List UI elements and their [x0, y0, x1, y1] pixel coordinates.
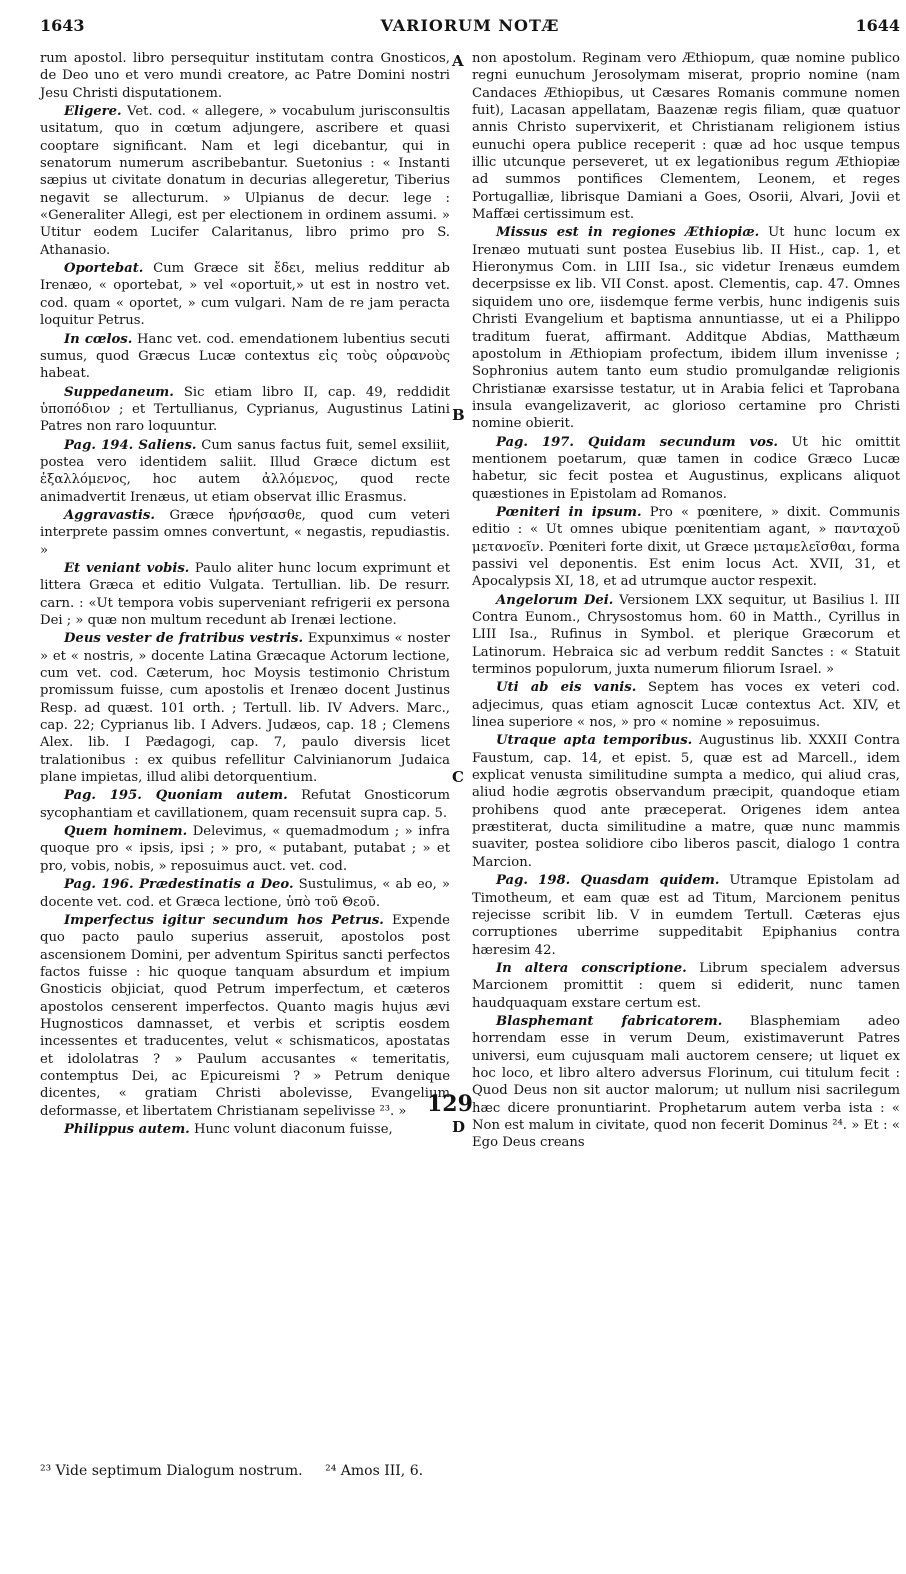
note-lemma: Pag. 194. Saliens.: [64, 437, 197, 453]
note-paragraph: Philippus autem. Hunc volunt diaconum fuisse,: [64, 1121, 393, 1137]
note-lemma: In cœlos.: [64, 331, 133, 347]
page-number-left: 1643: [40, 16, 85, 35]
note-paragraph: Suppedaneum. Sic etiam libro II, cap. 49, reddidit ὑποπόδιον ; et Tertullianus, Cyprianus, Augustinus Latini Patres non raro loquuntur.: [40, 384, 450, 435]
running-title: VARIORUM NOTÆ: [380, 16, 560, 35]
note-lemma: Pag. 196. Prædestinatis a Deo.: [64, 877, 294, 893]
section-marker-a: A: [452, 52, 464, 70]
note-paragraph: Oportebat. Cum Græce sit ἔδει, melius redditur ab Irenæo, « oportebat, » vel «oportuit,» ut est in nostro vet. cod. quam « oportet, » cum vulgari. Nam de re jam peracta loquitur Petrus.: [40, 261, 450, 329]
note-paragraph: Pag. 194. Saliens. Cum sanus factus fuit, semel exsiliit, postea vero identidem saliit. Illud Græce dictum est ἐξαλλόμενος, hoc autem ἀλλόμενος, quod recte animadvertit Irenæus, ut etiam observat illic Erasmus.: [40, 437, 450, 505]
footnotes: [40, 1463, 900, 1479]
section-marker-c: C: [452, 768, 464, 786]
note-lemma: Aggravastis.: [64, 507, 155, 523]
note-paragraph: Pag. 196. Prædestinatis a Deo. Sustulimus, « ab eo, » docente vet. cod. et Græca lectione, ὑπὸ τοῦ Θεοῦ.: [40, 877, 450, 910]
note-lemma: Utraque apta temporibus.: [496, 733, 693, 749]
note-paragraph: In altera conscriptione. Librum specialem adversus Marcionem promittit : quem si ediderit, nunc tamen haudquaquam exstare certum est.: [472, 960, 900, 1011]
note-paragraph: Blasphemant fabricatorem. Blasphemiam adeo horrendam esse in verum Deum, existimaverunt Patres universi, eum cujusquam mali auctorem censere; ut liquet ex hoc loco, et libro altero adversus Florinum, cui titulum fecit : Quod Deus non sit auctor malorum; ut nullum nisi sacrilegum hæc dicere pronuntiarint. Prophetarum autem verba ista : « Non est malum in civitate, quod non fecerit Dominus ²⁴. » Et : « Ego Deus creans: [472, 1013, 900, 1151]
note-paragraph: Pag. 198. Quasdam quidem. Utramque Epistolam ad Timotheum, et eam quæ est ad Titum, Marcionem penitus rejecisse scribit lib. V in eumdem Tertull. Cæteras ejus corruptiones uberrime suppeditabit Epiphanius contra hæresim 42.: [472, 873, 900, 958]
note-paragraph: Imperfectus igitur secundum hos Petrus. Expende quo pacto paulo superius asseruit, apostolos post ascensionem Domini, per adventum Spiritus sancti perfectos factos fuisse : hic quoque tanquam absurdum et impium Gnosticis objiciat, quod Petrum imperfectum, et cæteros apostolos censerent imperfectos. Quanto magis hujus ævi Hugnosticos damnasset, et verbis et scriptis eosdem incessentes et traducentes, velut « schismaticos, apostatas et idololatras ? » Paulum accusantes « temeritatis, contemptus Dei, ac Epicureismi ? » Petrum denique dicentes, « gratiam Christi abolevisse, Evangelium deformasse, et libertatem Christianam sepelivisse ²³. »: [40, 912, 450, 1119]
note-lemma: Pag. 195. Quoniam autem.: [64, 788, 288, 804]
note-paragraph: Utraque apta temporibus. Augustinus lib. XXXII Contra Faustum, cap. 14, et epist. 5, quæ est ad Marcell., idem explicat venusta similitudine sumpta a medico, qui aliud cras, aliud hodie ægrotis observandum præcipit, quandoque etiam prohibens quod ante præceperat. Origenes idem antea præstiterat, ducta similitudine a matre, quæ nunc mammis suaviter, postea solidiore cibo liberos pascit, dialogo 1 contra Marcion.: [472, 733, 900, 870]
footnote: ²⁴ Amos III, 6.: [325, 1463, 424, 1479]
note-paragraph: Aggravastis. Græce ἠρνήσασθε, quod cum veteri interprete passim omnes convertunt, « negastis, repudiastis. »: [40, 507, 450, 558]
note-lemma: Philippus autem.: [64, 1121, 190, 1137]
note-paragraph: Pag. 195. Quoniam autem. Refutat Gnosticorum sycophantiam et cavillationem, quam recensuit supra cap. 5.: [40, 788, 450, 821]
note-lemma: Imperfectus igitur secundum hos Petrus.: [64, 912, 384, 928]
footnote: ²³ Vide septimum Dialogum nostrum.: [40, 1463, 303, 1479]
note-lemma: In altera conscriptione.: [496, 960, 687, 976]
note-paragraph: Missus est in regiones Æthiopiæ. Ut hunc locum ex Irenæo mutuati sunt postea Eusebius lib. II Hist., cap. 1, et Hieronymus Com. in LIII Isa., sic videtur Irenæus eumdem decerpsisse ex lib. VII Const. apost. Clementis, cap. 47. Omnes siquidem uno ore, iisdemque ferme verbis, hunc indigenis suis Christi Evangelium et baptisma annuntiasse, ut ei a Philippo traditum fuerat, affirmant. Additque Abdias, Matthæum apostolum in Æthiopiam profectum, ibidem illum invenisse ; Sophronius autem tanto eum studio promulgandæ religionis Christianæ exarsisse testatur, ut in Arabia felici et Taprobana insula evangelizaverit, ac glorioso certamine pro Christi nomine obierit.: [472, 225, 900, 432]
section-marker-b: B: [452, 406, 465, 424]
paragraph: rum apostol. libro persequitur institutam contra Gnosticos, de Deo uno et vero mundi creatore, ac Patre Domini nostri Jesu Christi disputationem.: [40, 51, 450, 101]
note-lemma: Uti ab eis vanis.: [496, 680, 637, 696]
note-lemma: Deus vester de fratribus vestris.: [64, 631, 304, 647]
paragraph: non apostolum. Reginam vero Æthiopum, quæ nomine publico regni eunuchum Jerosolymam miserat, proprio nomine (nam Candaces Æthiopibus, ut Cæsares Romanis commune nomen fuit), Lacasan appellatam, Baazenæ regis filiam, quæ quatuor annis Christo supervixerit, et Christianam religionem istius eunuchi opera publice receperit : quæ ad hoc usque tempus illic utcunque perseveret, ut ex legationibus regum Æthiopiæ ad summos pontifices Clementem, Leonem, et reges Portugalliæ, librisque Damiani a Goes, Osorii, Alvari, Jovii et Maffæi certissimum est.: [472, 51, 900, 223]
right-column: [472, 50, 900, 1153]
note-paragraph: Et veniant vobis. Paulo aliter hunc locum exprimunt et littera Græca et editio Vulgata. Tertullian. lib. De resurr. carn. : «Ut tempora vobis superveniant refrigerii ex persona Dei ; » quæ non multum recedunt ab Irenæi lectione.: [40, 560, 450, 628]
note-paragraph: Eligere. Vet. cod. « allegere, » vocabulum jurisconsultis usitatum, quo in cœtum adjungere, ascribere et quasi cooptare significant. Nam et legi dicebantur, qui in senatorum numerum ascribebantur. Suetonius : « Instanti sæpius ut civitate donatum in decurias allegeretur, Tiberius negavit se allecturum. » Ulpianus de decur. lege : «Generaliter Allegi, est per electionem in ordinem assumi. » Utitur eodem Lucifer Calaritanus, libro primo pro S. Athanasio.: [40, 104, 450, 258]
note-paragraph: Uti ab eis vanis. Septem has voces ex veteri cod. adjecimus, quas etiam agnoscit Lucæ contextus Act. XIV, et linea superiore « nos, » pro « nomine » reposuimus.: [472, 680, 900, 731]
note-paragraph: Deus vester de fratribus vestris. Expunximus « noster » et « nostris, » docente Latina Græcaque Actorum lectione, cum vet. cod. Cæterum, hoc Moysis testimonio Christum promissum fuisse, cum apostolis et Irenæo docent Justinus Resp. ad quæst. 101 orth. ; Tertull. lib. IV Advers. Marc., cap. 22; Cyprianus lib. I Advers. Judæos, cap. 18 ; Clemens Alex. lib. I Pædagogi, cap. 7, paulo diversis licet tralationibus : ex quibus refellitur Calvinianorum Judaica plane impietas, illud alibi detorquentium.: [40, 631, 450, 786]
note-lemma: Et veniant vobis.: [64, 560, 190, 576]
note-lemma: Angelorum Dei.: [496, 592, 614, 608]
left-column: [40, 50, 450, 1139]
section-marker-d: D: [452, 1118, 466, 1136]
note-paragraph: Angelorum Dei. Versionem LXX sequitur, ut Basilius l. III Contra Eunom., Chrysostomus hom. 60 in Matth., Cyrillus in LIII Isa., Rufinus in Symbol. et plerique Græcorum et Latinorum. Hebraica sic ad verbum reddit Sanctes : « Statuit terminos populorum, juxta numerum filiorum Israel. »: [472, 592, 901, 678]
note-lemma: Eligere.: [64, 104, 122, 120]
note-paragraph: In cœlos. Hanc vet. cod. emendationem lubentius secuti sumus, quod Græcus Lucæ contextus εἰς τοὺς οὐρανοὺς habeat.: [40, 331, 450, 382]
running-header: [40, 16, 900, 38]
note-lemma: Oportebat.: [64, 261, 144, 277]
note-lemma: Pag. 198. Quasdam quidem.: [496, 873, 720, 889]
note-lemma: Pag. 197. Quidam secundum vos.: [496, 434, 778, 450]
note-lemma: Missus est in regiones Æthiopiæ.: [496, 225, 760, 241]
note-paragraph: Quem hominem. Delevimus, « quemadmodum ; » infra quoque pro « ipsis, ipsi ; » pro, « putabant, putabat ; » et pro, vobis, nobis, » reposuimus auct. vet. cod.: [40, 824, 450, 874]
note-lemma: Suppedaneum.: [64, 384, 174, 400]
note-lemma: Quem hominem.: [64, 824, 188, 840]
note-paragraph: Pœniteri in ipsum. Pro « pœnitere, » dixit. Communis editio : « Ut omnes ubique pœnitentiam agant, » πανταχοῦ μετανοεῖν. Pœniteri forte dixit, ut Græce μεταμελεῖσθαι, forma passivi vel deponentis. Est enim locus Act. XVII, 31, et Apocalypsis XI, 18, et ad utrumque auctor respexit.: [472, 504, 900, 590]
folio-number: 129: [427, 1091, 473, 1117]
page-number-right: 1644: [855, 16, 900, 35]
note-lemma: Blasphemant fabricatorem.: [496, 1013, 723, 1029]
note-paragraph: Pag. 197. Quidam secundum vos. Ut hic omittit mentionem poetarum, quæ tamen in codice Græco Lucæ habetur, sic fecit postea et Augustinus, explicans aliquot quæstiones in Epistolam ad Romanos.: [472, 434, 900, 502]
note-lemma: Pœniteri in ipsum.: [496, 504, 642, 520]
